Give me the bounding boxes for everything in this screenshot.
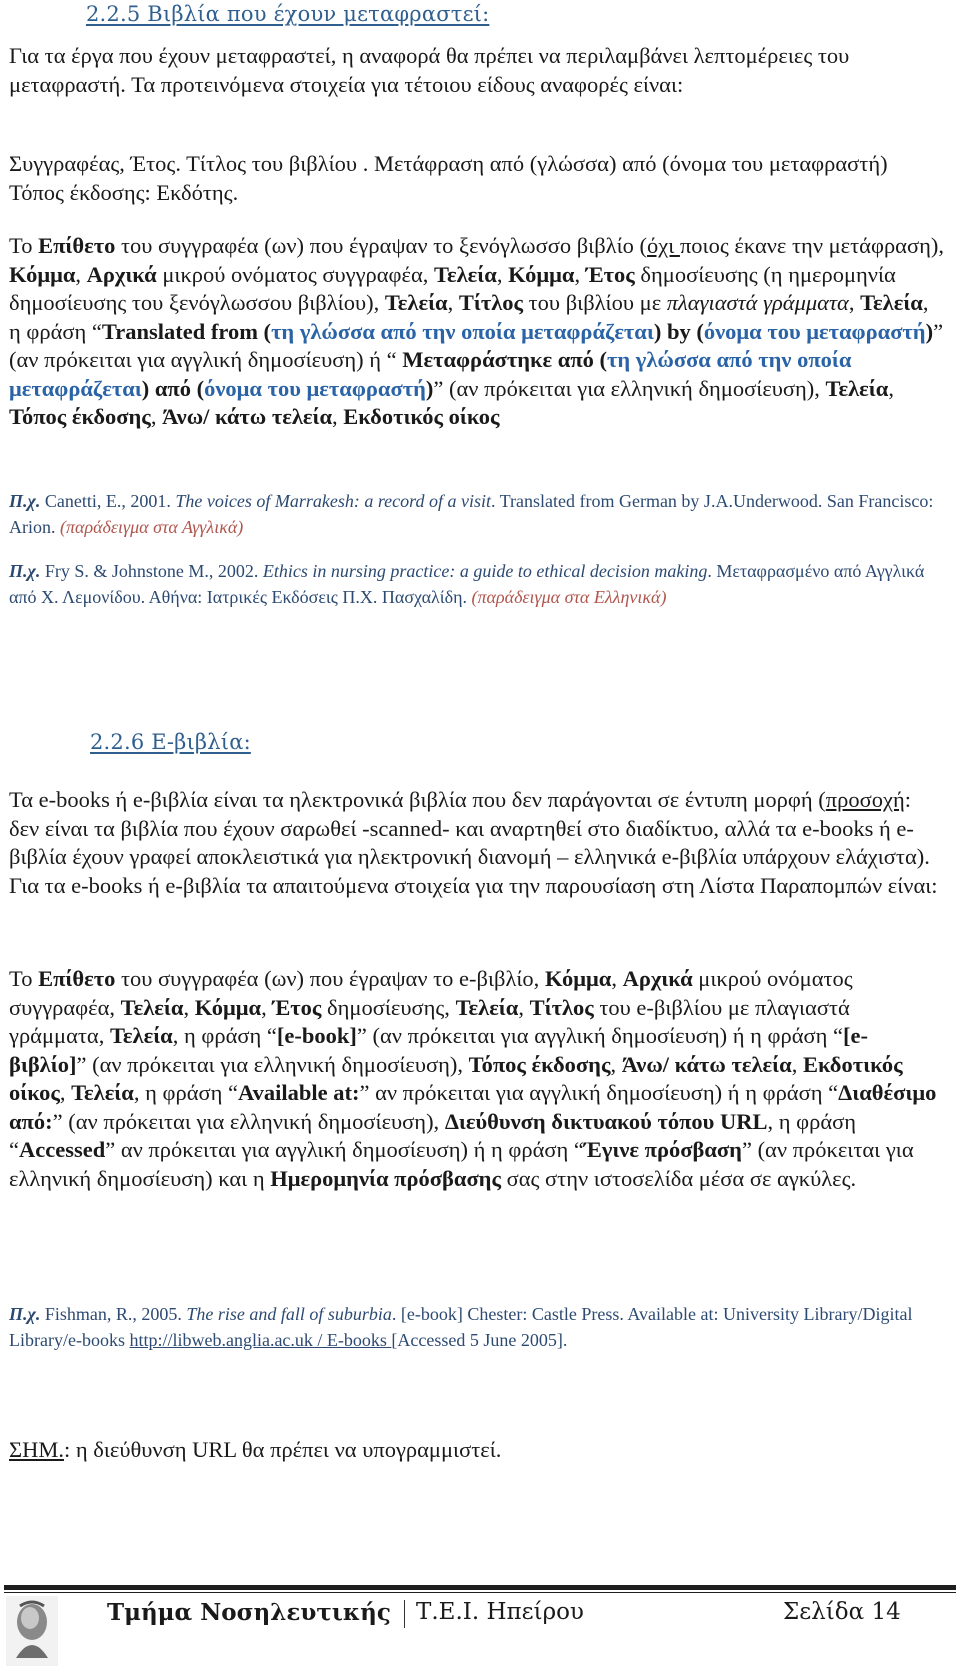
footer-institution: Τ.Ε.Ι. Ηπείρου xyxy=(416,1599,584,1625)
paragraph-intro: Για τα έργα που έχουν μεταφραστεί, η αναφορά θα πρέπει να περιλαμβάνει λεπτομέρειες του μεταφραστή. Τα προτεινόμενα στοιχεία για τέτοιου είδους αναφορές είναι: xyxy=(9,43,850,97)
url-link[interactable]: http://libweb.anglia.ac.uk / E-books xyxy=(129,1329,392,1350)
paragraph-ebooks-intro: Τα e-books ή e-βιβλία είναι τα ηλεκτρονικά βιβλία που δεν παράγονται σε έντυπη μορφή (προσοχή: δεν είναι τα βιβλία που έχουν σαρωθεί -scanned- και αναρτηθεί στο διαδίκτυο, αλλά τα e-books ή e-βιβλία έχουν γραφεί αποκλειστικά για ηλεκτρονική διανομή – ελληνικά e-βιβλία υπάρχουν ελάχιστα). Για τα e-books ή e-βιβλία τα απαιτούμενα στοιχεία για την παρουσίαση στη Λίστα Παραπομπών είναι: xyxy=(9,787,938,898)
section-heading-2-2-6: 2.2.6 Ε-βιβλία: xyxy=(90,730,251,754)
footer-department: Τμήμα Νοσηλευτικής xyxy=(107,1599,391,1626)
footer-separator xyxy=(404,1600,405,1628)
example-greek: Π.χ. Fry S. & Johnstone M., 2002. Ethics in nursing practice: a guide to ethical decision making. Μεταφρασμένο από Αγγλικά από Χ. Λεμονίδου. Αθήνα: Ιατρικές Εκδόσεις Π.Χ. Πασχαλίδη. (παράδειγμα στα Ελληνικά) xyxy=(9,561,925,607)
paragraph-format: Συγγραφέας, Έτος. Τίτλος του βιβλίου . Μετάφραση από (γλώσσα) από (όνομα του μεταφραστή) Τόπος έκδοσης: Εκδότης. xyxy=(9,151,888,205)
footer-rule-thick xyxy=(4,1585,956,1590)
footer-rule-thin xyxy=(4,1592,956,1593)
section-heading-2-2-5: 2.2.5 Βιβλία που έχουν μεταφραστεί: xyxy=(86,2,490,26)
example-english: Π.χ. Canetti, E., 2001. The voices of Marrakesh: a record of a visit. Translated from German by J.A.Underwood. San Francisco: Arion. (παράδειγμα στα Αγγλικά) xyxy=(9,491,934,537)
paragraph-translated-rules: Το Επίθετο του συγγραφέα (ων) που έγραψαν το ξενόγλωσσο βιβλίο (όχι ποιος έκανε την μετάφραση), Κόμμα, Αρχικά μικρού ονόματος συγγραφέα, Τελεία, Κόμμα, Έτος δημοσίευσης (η ημερομηνία δημοσίευσης του ξενόγλωσσου βιβλίου), Τελεία, Τίτλος του βιβλίου με πλαγιαστά γράμματα, Τελεία, η φράση “Translated from (τη γλώσσα από την οποία μεταφράζεται) by (όνομα του μεταφραστή)” (αν πρόκειται για αγγλική δημοσίευση) ή “ Μεταφράστηκε από (τη γλώσσα από την οποία μεταφράζεται) από (όνομα του μεταφραστή)” (αν πρόκειται για ελληνική δημοσίευση), Τελεία, Τόπος έκδοσης, Άνω/ κάτω τελεία, Εκδοτικός οίκος xyxy=(9,233,944,429)
footer-page-number: Σελίδα 14 xyxy=(783,1599,901,1625)
institution-logo xyxy=(6,1596,58,1666)
example-ebook: Π.χ. Fishman, R., 2005. The rise and fall of suburbia. [e-book] Chester: Castle Press. Available at: University Library/Digital Library/e-books http://libweb.anglia.ac.uk / E-books [Accessed 5 June 2005]. xyxy=(9,1304,913,1350)
paragraph-ebook-rules: Το Επίθετο του συγγραφέα (ων) που έγραψαν το e-βιβλίο, Κόμμα, Αρχικά μικρού ονόματος συγγραφέα, Τελεία, Κόμμα, Έτος δημοσίευσης, Τελεία, Τίτλος του e-βιβλίου με πλαγιαστά γράμματα, Τελεία, η φράση “[e-book]” (αν πρόκειται για αγγλική δημοσίευση) ή η φράση “[e-βιβλίο]” (αν πρόκειται για ελληνική δημοσίευση), Τόπος έκδοσης, Άνω/ κάτω τελεία, Εκδοτικός οίκος, Τελεία, η φράση “Available at:” αν πρόκειται για αγγλική δημοσίευση) ή η φράση “Διαθέσιμο από:” (αν πρόκειται για ελληνική δημοσίευση), Διεύθυνση δικτυακού τόπου URL, η φράση “Accessed” αν πρόκειται για αγγλική δημοσίευση) ή η φράση “Έγινε πρόσβαση” (αν πρόκειται για ελληνική δημοσίευση) και η Ημερομηνία πρόσβασης σας στην ιστοσελίδα μέσα σε αγκύλες. xyxy=(9,966,937,1191)
note-url-underline: ΣΗΜ.: η διεύθυνση URL θα πρέπει να υπογραμμιστεί. xyxy=(9,1437,502,1462)
